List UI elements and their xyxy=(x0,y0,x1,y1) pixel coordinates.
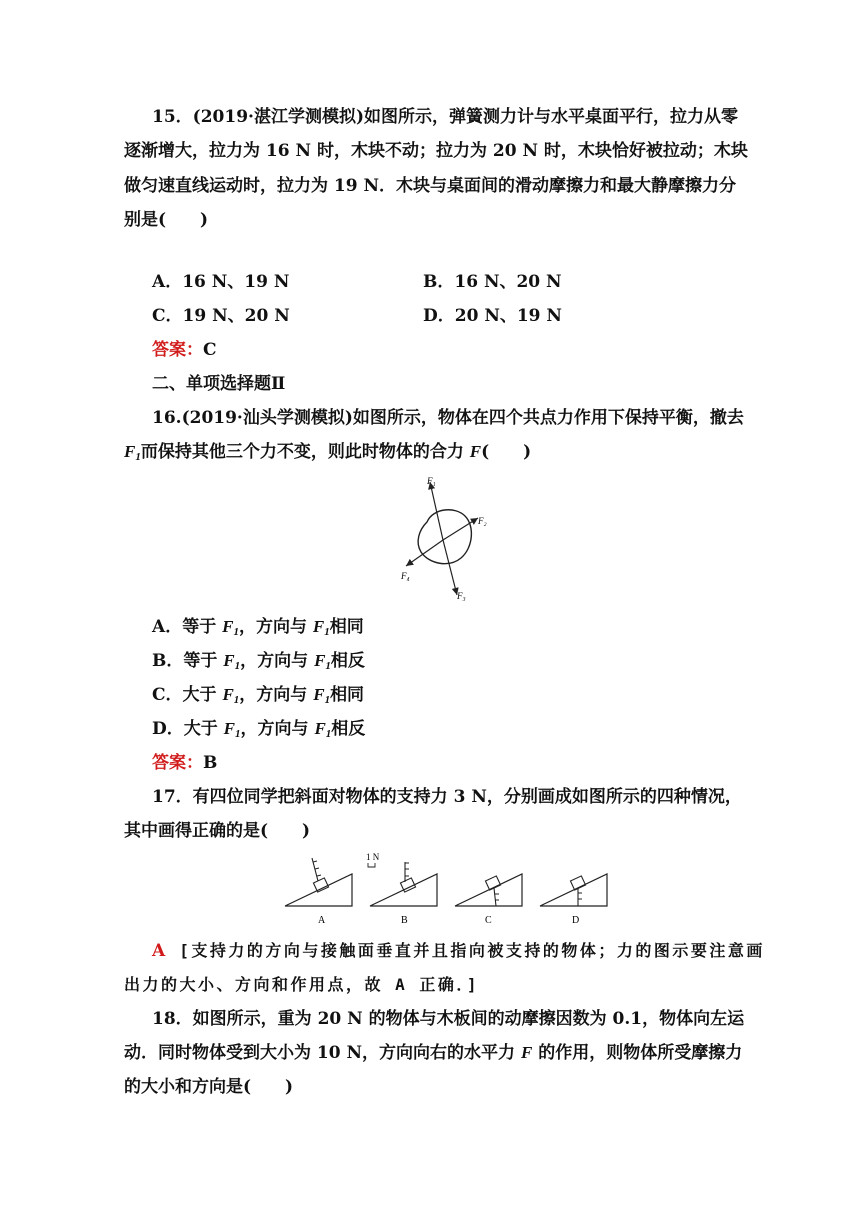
q18-line3: 的大小和方向是( ) xyxy=(124,1077,294,1097)
q15-option-b: B．16 N、20 N xyxy=(423,272,562,292)
incline-diagrams xyxy=(280,848,620,928)
answer-label: 答案： xyxy=(152,753,203,773)
label-b: B xyxy=(401,915,408,926)
q16-text: 如图所示，物体在四个共点力作用下保持平衡，撤去 xyxy=(352,408,744,428)
force-f4-arrow xyxy=(406,540,443,566)
f1-symbol: $F_1$ xyxy=(124,442,141,463)
q16-option-c: C．大于 $F_1$，方向与 $F_1$相同 xyxy=(152,685,365,706)
q15-text: 如图所示，弹簧测力计与水平桌面平行，拉力从零 xyxy=(364,107,738,127)
q16-option-b: B．等于 $F_1$，方向与 $F_1$相反 xyxy=(152,651,365,672)
f-symbol: F xyxy=(520,1043,533,1062)
q15-line4: 别是( ) xyxy=(124,210,209,230)
q16-line2 xyxy=(124,441,531,468)
label-f3: F₃ xyxy=(457,591,466,601)
incline-b xyxy=(366,852,437,926)
answer-value: B xyxy=(203,753,218,773)
q16-head: 16.(2019·汕头学测模拟) xyxy=(152,408,353,428)
incline-c xyxy=(455,874,522,926)
q15-source: (2019·湛江学测模拟) xyxy=(192,107,364,127)
label-f2: F₂ xyxy=(478,516,487,526)
object-outline xyxy=(418,510,471,564)
label-d: D xyxy=(572,915,580,926)
q15-line2: 逐渐增大，拉力为 16 N 时，木块不动；拉力为 20 N 时，木块恰好被拉动；木块 xyxy=(124,141,748,161)
label-f4: F₄ xyxy=(401,571,410,581)
f-symbol: F xyxy=(469,442,482,461)
force-f3-arrow xyxy=(443,540,457,595)
q18-line2: 动．同时物体受到大小为 10 N，方向向右的水平力 F 的作用，则物体所受摩擦力 xyxy=(124,1043,743,1063)
label-f1: F₁ xyxy=(427,476,436,486)
q16-line2-text: 而保持其他三个力不变，则此时物体的合力 xyxy=(140,442,470,462)
q16-bracket: ( ) xyxy=(481,442,532,462)
answer-label: 答案： xyxy=(152,340,203,360)
q16-option-a: A．等于 $F_1$，方向与 $F_1$相同 xyxy=(152,617,364,638)
q15-option-c: C．19 N、20 N xyxy=(152,306,290,326)
q15-answer xyxy=(152,339,217,361)
q15-line1 xyxy=(152,106,738,128)
q17-line1: 17．有四位同学把斜面对物体的支持力 3 N，分别画成如图所示的四种情况， xyxy=(152,787,742,807)
label-a: A xyxy=(318,915,326,926)
answer-value: C xyxy=(203,340,217,360)
q15-option-d: D．20 N、19 N xyxy=(423,306,562,326)
scale-label: 1 N xyxy=(366,852,380,862)
section-heading: 二、单项选择题Ⅱ xyxy=(152,374,286,394)
four-forces-diagram xyxy=(385,474,505,604)
q17-line2: 其中画得正确的是( ) xyxy=(124,821,311,841)
q17-explanation-text: [支持力的方向与接触面垂直并且指向被支持的物体；力的图示要注意画 xyxy=(179,941,765,960)
q15-line3: 做匀速直线运动时，拉力为 19 N．木块与桌面间的滑动摩擦力和最大静摩擦力分 xyxy=(124,176,737,196)
q16-answer xyxy=(152,752,217,774)
q15-number: 15． xyxy=(152,107,193,127)
q17-explanation-line2: 出力的大小、方向和作用点，故 A 正确．] xyxy=(124,975,480,994)
incline-a xyxy=(285,858,352,926)
q17-answer-letter: A xyxy=(152,941,166,961)
q16-option-d: D．大于 $F_1$，方向与 $F_1$相反 xyxy=(152,719,366,740)
q15-option-a: A．16 N、19 N xyxy=(152,272,290,292)
incline-d xyxy=(540,874,607,926)
force-f2-arrow xyxy=(443,518,478,540)
q18-line1: 18．如图所示，重为 20 N 的物体与木板间的动摩擦因数为 0.1，物体向左运 xyxy=(152,1009,745,1029)
q16-line1 xyxy=(152,407,744,429)
q17-explanation-line1 xyxy=(152,940,765,962)
label-c: C xyxy=(485,915,492,926)
